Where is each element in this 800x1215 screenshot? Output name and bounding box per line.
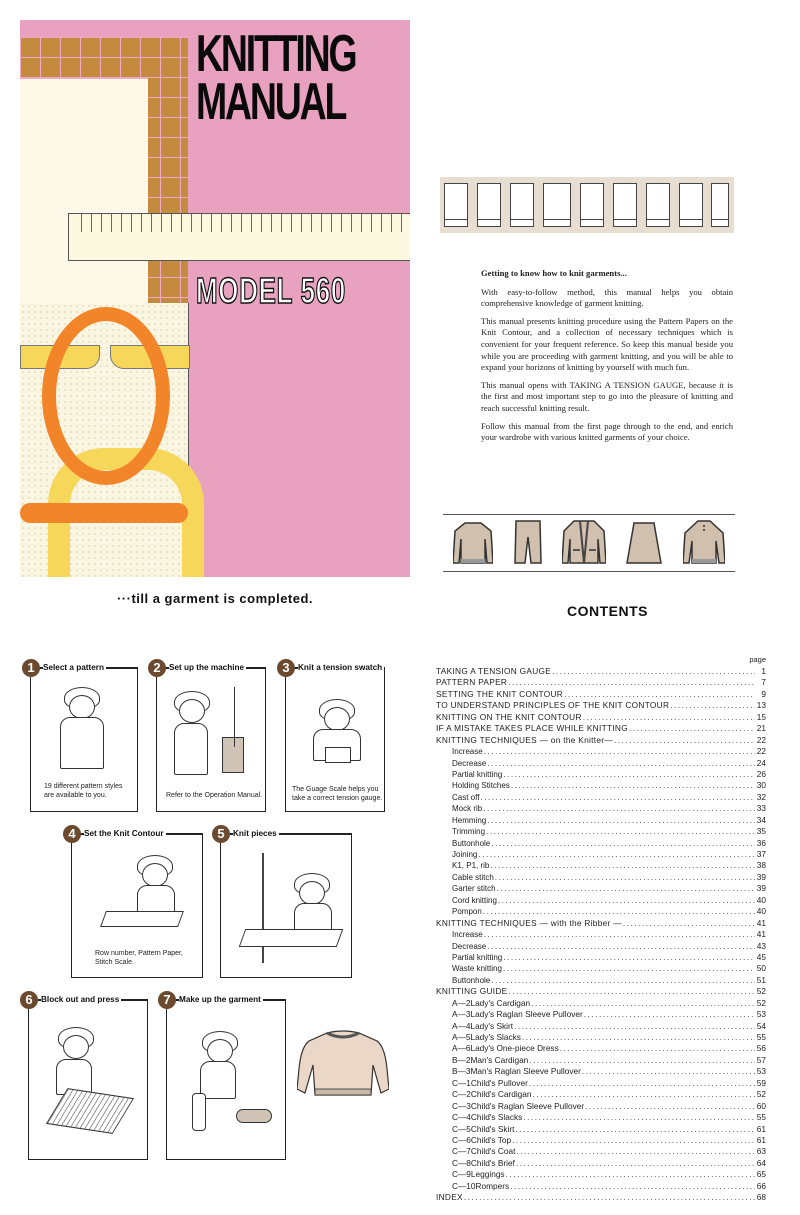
toc-entry-label: Cast off xyxy=(452,792,480,802)
toc-leader-dots xyxy=(529,1078,755,1088)
pattern-piece-icon xyxy=(679,183,703,227)
toc-entry-label: Increase xyxy=(452,747,483,757)
toc-entry xyxy=(436,895,766,906)
toc-entry xyxy=(436,792,766,803)
toc-entry xyxy=(436,963,766,974)
toc-leader-dots xyxy=(497,883,755,893)
toc-entry-label: Cord knitting xyxy=(452,895,497,905)
step-description: The Guage Scale helps you take a correct tension gauge. xyxy=(292,786,383,802)
orange-rope-loop xyxy=(42,307,170,485)
toc-entry-code: B—2 xyxy=(452,1054,471,1065)
toc-page-number: 7 xyxy=(761,677,766,688)
toc-leader-dots xyxy=(515,1124,755,1134)
pattern-pieces-strip xyxy=(440,177,734,233)
toc-entry xyxy=(436,918,766,929)
toc-entry-label: Child's Slacks xyxy=(470,1112,523,1123)
toc-entry-code: C—9 xyxy=(452,1169,471,1180)
toc-entry xyxy=(436,849,766,860)
toc-entry-label: Buttonhole xyxy=(452,838,491,848)
cover-title: KNITTING MANUAL xyxy=(196,25,356,131)
toc-leader-dots xyxy=(516,1158,755,1168)
step-description: Row number, Pattern Paper, Stitch Scale. xyxy=(95,950,183,966)
toc-page-number: 1 xyxy=(761,666,766,676)
pattern-piece-icon xyxy=(543,183,571,227)
toc-entry xyxy=(436,723,766,734)
toc-entry-label: Child's Pullover xyxy=(470,1077,528,1088)
toc-page-number: 68 xyxy=(756,1192,766,1203)
toc-entry-label: PATTERN PAPER xyxy=(436,677,508,688)
toc-entry-label: Man's Cardigan xyxy=(470,1054,529,1065)
toc-entry xyxy=(436,929,766,940)
toc-leader-dots xyxy=(480,792,755,802)
toc-entry xyxy=(436,1146,766,1157)
toc-leader-dots xyxy=(487,758,755,768)
toc-entry-label: INDEX xyxy=(436,1192,463,1203)
step-number-badge: 5 xyxy=(212,825,230,843)
toc-leader-dots xyxy=(491,975,755,985)
toc-entry-code: C—7 xyxy=(452,1146,471,1157)
toc-entry-label: Child's Top xyxy=(470,1134,512,1145)
woman-pressing-illustration xyxy=(40,1021,140,1131)
toc-page-number: 15 xyxy=(756,711,766,722)
toc-entry xyxy=(436,1169,766,1180)
toc-entry-code: C—5 xyxy=(452,1123,471,1134)
toc-page-number: 21 xyxy=(756,723,766,734)
toc-entry xyxy=(436,998,766,1009)
toc-leader-dots xyxy=(529,1055,755,1065)
toc-entry-label: KNITTING GUIDE xyxy=(436,986,508,997)
toc-leader-dots xyxy=(516,1146,755,1156)
garment-icons-strip xyxy=(443,514,735,572)
raglan-pullover-icon xyxy=(683,519,725,567)
finished-sweater-icon xyxy=(297,1029,389,1099)
cover-pattern-paper xyxy=(20,77,148,305)
toc-page-number: 39 xyxy=(756,883,766,894)
cover-knot-illustration xyxy=(20,303,189,577)
toc-entry-label: K1, P1, rib xyxy=(452,861,490,871)
step-number-badge: 7 xyxy=(158,991,176,1009)
toc-entry xyxy=(436,952,766,963)
toc-entry xyxy=(436,826,766,837)
pattern-piece-icon xyxy=(444,183,468,227)
toc-entry-label: TO UNDERSTAND PRINCIPLES OF THE KNIT CONTOUR xyxy=(436,700,670,711)
toc-entry xyxy=(436,1009,766,1020)
toc-leader-dots xyxy=(510,1181,755,1191)
toc-leader-dots xyxy=(495,872,755,882)
toc-leader-dots xyxy=(585,1101,755,1111)
toc-leader-dots xyxy=(487,815,755,825)
toc-leader-dots xyxy=(583,712,755,722)
toc-entry-label: KNITTING TECHNIQUES — on the Knitter— xyxy=(436,734,613,745)
toc-entry-label: Decrease xyxy=(452,941,487,951)
toc-leader-dots xyxy=(506,1169,755,1179)
intro-paragraph: Follow this manual from the first page through to the end, and enrich your wardrobe with various knitted garments of your choice. xyxy=(481,420,733,443)
toc-entry-label: Lady's Skirt xyxy=(470,1020,514,1031)
toc-leader-dots xyxy=(487,941,755,951)
toc-leader-dots xyxy=(629,723,755,733)
toc-entry xyxy=(436,712,766,723)
cover-model-number: MODEL 560 xyxy=(196,270,347,311)
toc-entry xyxy=(436,1089,766,1100)
toc-page-number: 61 xyxy=(756,1123,766,1134)
toc-page-number: 55 xyxy=(756,1032,766,1042)
toc-entry xyxy=(436,666,766,677)
woman-knitting-swatch-illustration xyxy=(307,699,367,769)
toc-entry xyxy=(436,860,766,871)
toc-entry-code: C—8 xyxy=(452,1157,471,1168)
toc-leader-dots xyxy=(564,689,755,699)
toc-entry-label: Pompon xyxy=(452,907,482,917)
toc-entry xyxy=(436,1032,766,1043)
step-title: Block out and press xyxy=(41,995,120,1004)
step-title: Knit a tension swatch xyxy=(298,663,383,672)
toc-entry-label: Leggings xyxy=(470,1169,505,1180)
pattern-piece-icon xyxy=(711,183,729,227)
toc-leader-dots xyxy=(584,1009,755,1019)
toc-page-number: 36 xyxy=(756,837,766,848)
toc-entry xyxy=(436,1055,766,1066)
toc-page-number: 55 xyxy=(756,1112,766,1123)
intro-paragraph: With easy-to-follow method, this manual helps you obtain comprehensive knowledge of garment knitting. xyxy=(481,286,733,309)
toc-entry-label: Partial knitting xyxy=(452,769,503,779)
toc-entry-code: C—2 xyxy=(452,1089,471,1100)
toc-entry-label: Child's Skirt xyxy=(470,1123,515,1134)
toc-leader-dots xyxy=(523,1112,755,1122)
toc-entry xyxy=(436,1135,766,1146)
pattern-piece-icon xyxy=(580,183,604,227)
toc-entry-label: Lady's Slacks xyxy=(470,1032,521,1042)
toc-leader-dots xyxy=(484,929,755,939)
toc-entry xyxy=(436,1078,766,1089)
intro-paragraph: This manual opens with TAKING A TENSION GAUGE, because it is the first and most important step to go into the pleasure of knitting and reach successful knitting result. xyxy=(481,379,733,413)
slacks-icon xyxy=(514,519,542,567)
toc-page-number: 52 xyxy=(756,997,766,1008)
toc-entry xyxy=(436,1101,766,1112)
toc-page-number: 39 xyxy=(756,871,766,882)
toc-page-number: 60 xyxy=(756,1100,766,1111)
step-description: 19 different pattern styles are available to you. xyxy=(44,783,123,799)
toc-entry xyxy=(436,1124,766,1135)
toc-page-number: 59 xyxy=(756,1077,766,1088)
toc-page-number: 45 xyxy=(756,951,766,962)
toc-page-number: 43 xyxy=(756,940,766,951)
toc-page-number: 51 xyxy=(756,974,766,985)
toc-entry-code: B—3 xyxy=(452,1066,471,1077)
toc-entry-label: Cable stitch xyxy=(452,872,494,882)
toc-leader-dots xyxy=(512,1135,755,1145)
toc-page-number: 34 xyxy=(756,814,766,825)
toc-entry-label: Garter stitch xyxy=(452,884,496,894)
cover-ruler xyxy=(68,213,410,261)
toc-page-number: 40 xyxy=(756,906,766,917)
toc-leader-dots xyxy=(503,963,755,973)
toc-leader-dots xyxy=(498,895,755,905)
toc-entry xyxy=(436,975,766,986)
toc-entry-code: C—1 xyxy=(452,1077,471,1088)
step-number-badge: 2 xyxy=(148,659,166,677)
toc-page-header: page xyxy=(749,655,766,664)
toc-entry-label: Lady's Cardigan xyxy=(470,997,531,1008)
woman-setting-up-machine-illustration xyxy=(172,687,252,772)
toc-page-number: 30 xyxy=(756,780,766,791)
woman-knitting-pieces-illustration xyxy=(234,853,344,963)
toc-page-number: 54 xyxy=(756,1020,766,1031)
toc-entry xyxy=(436,780,766,791)
toc-entry xyxy=(436,746,766,757)
toc-page-number: 35 xyxy=(756,826,766,837)
orange-rope-horizontal xyxy=(20,503,188,523)
toc-entry xyxy=(436,1066,766,1077)
toc-page-number: 66 xyxy=(756,1180,766,1191)
step-number-badge: 4 xyxy=(63,825,81,843)
toc-leader-dots xyxy=(614,735,755,745)
toc-page-number: 61 xyxy=(756,1134,766,1145)
toc-list xyxy=(436,666,766,1204)
toc-entry-code: C—6 xyxy=(452,1134,471,1145)
step-title: Set up the machine xyxy=(169,663,245,672)
toc-entry-code: A—3 xyxy=(452,1009,471,1020)
toc-page-number: 64 xyxy=(756,1157,766,1168)
pattern-piece-icon xyxy=(510,183,534,227)
toc-leader-dots xyxy=(478,849,755,859)
toc-page-number: 57 xyxy=(756,1054,766,1065)
toc-entry-label: Buttonhole xyxy=(452,975,491,985)
toc-page-number: 32 xyxy=(756,791,766,802)
toc-entry xyxy=(436,1021,766,1032)
step-title: Select a pattern xyxy=(43,663,104,672)
toc-entry xyxy=(436,1192,766,1203)
toc-entry-label: Rompers xyxy=(475,1180,510,1191)
toc-entry-code: A—4 xyxy=(452,1020,471,1031)
woman-making-up-garment-illustration xyxy=(182,1031,282,1131)
toc-page-number: 65 xyxy=(756,1169,766,1180)
toc-page-number: 53 xyxy=(756,1066,766,1077)
toc-entry-label: SETTING THE KNIT CONTOUR xyxy=(436,688,564,699)
toc-entry-code: C—4 xyxy=(452,1112,471,1123)
toc-leader-dots xyxy=(670,700,755,710)
toc-entry xyxy=(436,838,766,849)
step-number-badge: 1 xyxy=(22,659,40,677)
toc-entry-label: TAKING A TENSION GAUGE xyxy=(436,666,552,676)
toc-entry-label: Increase xyxy=(452,930,483,940)
intro-text xyxy=(481,268,733,450)
toc-entry-label: Child's Cardigan xyxy=(470,1089,532,1100)
toc-entry xyxy=(436,815,766,826)
cardigan-icon xyxy=(562,519,606,567)
toc-entry xyxy=(436,941,766,952)
intro-heading: Getting to know how to knit garments... xyxy=(481,268,627,278)
toc-entry xyxy=(436,1158,766,1169)
toc-entry-label: Hemming xyxy=(452,815,487,825)
step-title: Set the Knit Contour xyxy=(84,829,164,838)
toc-entry-label: KNITTING TECHNIQUES — with the Ribber — xyxy=(436,917,622,928)
step-number-badge: 6 xyxy=(20,991,38,1009)
toc-leader-dots xyxy=(491,838,755,848)
toc-page-number: 63 xyxy=(756,1146,766,1157)
toc-page-number: 24 xyxy=(756,757,766,768)
toc-entry xyxy=(436,986,766,997)
toc-page-number: 40 xyxy=(756,894,766,905)
toc-page-number: 41 xyxy=(756,929,766,940)
toc-entry-label: Child's Coat xyxy=(470,1146,516,1157)
toc-entry-code: A—6 xyxy=(452,1043,471,1054)
toc-entry xyxy=(436,883,766,894)
toc-page-number: 53 xyxy=(756,1009,766,1020)
toc-page-number: 22 xyxy=(756,734,766,745)
toc-leader-dots xyxy=(552,666,755,676)
toc-page-number: 13 xyxy=(756,700,766,711)
toc-leader-dots xyxy=(560,1043,755,1053)
woman-setting-knit-contour-illustration xyxy=(103,855,183,935)
toc-entry xyxy=(436,1043,766,1054)
toc-page-number: 38 xyxy=(756,860,766,871)
toc-page-number: 9 xyxy=(761,688,766,699)
toc-leader-dots xyxy=(582,1066,755,1076)
cover-caption: ···till a garment is completed. xyxy=(116,591,314,606)
toc-leader-dots xyxy=(490,860,755,870)
toc-page-number: 26 xyxy=(756,768,766,779)
toc-entry-label: Lady's Raglan Sleeve Pullover xyxy=(470,1009,583,1020)
toc-page-number: 52 xyxy=(756,1089,766,1100)
toc-leader-dots xyxy=(511,780,755,790)
toc-page-number: 33 xyxy=(756,803,766,814)
intro-paragraph: This manual presents knitting procedure using the Pattern Papers on the Knit Contour, and a collection of necessary techniques which is convenient for your frequent reference. So keep this manual beside you while you are proceeding with garment knitting, and you will be able to expand your horizons of knitting by yourself with much fun. xyxy=(481,315,733,373)
toc-leader-dots xyxy=(486,826,755,836)
toc-page-number: 56 xyxy=(756,1043,766,1054)
toc-entry-label: Lady's One-piece Dress xyxy=(470,1043,559,1054)
step-title: Knit pieces xyxy=(233,829,277,838)
toc-entry xyxy=(436,735,766,746)
toc-leader-dots xyxy=(483,906,755,916)
toc-leader-dots xyxy=(483,803,755,813)
toc-leader-dots xyxy=(508,677,755,687)
toc-entry-code: C—3 xyxy=(452,1100,471,1111)
step-number-badge: 3 xyxy=(277,659,295,677)
toc-leader-dots xyxy=(531,998,755,1008)
contents-title: CONTENTS xyxy=(567,603,648,619)
toc-leader-dots xyxy=(623,918,755,928)
toc-entry xyxy=(436,1181,766,1192)
toc-entry-code: A—5 xyxy=(452,1032,471,1042)
toc-entry-label: Child's Raglan Sleeve Pullover xyxy=(470,1100,585,1111)
toc-entry xyxy=(436,677,766,688)
toc-page-number: 37 xyxy=(756,849,766,859)
toc-leader-dots xyxy=(503,952,755,962)
toc-entry-label: Partial knitting xyxy=(452,952,503,962)
table-of-contents xyxy=(436,655,766,1204)
toc-entry-code: C—10 xyxy=(452,1180,476,1191)
toc-leader-dots xyxy=(484,746,755,756)
pattern-piece-icon xyxy=(477,183,501,227)
toc-entry-label: Man's Raglan Sleeve Pullover xyxy=(470,1066,581,1077)
toc-entry-label: Holding Stitches xyxy=(452,781,510,791)
toc-entry xyxy=(436,700,766,711)
toc-leader-dots xyxy=(503,769,755,779)
toc-leader-dots xyxy=(514,1021,755,1031)
toc-leader-dots xyxy=(522,1032,755,1042)
toc-page-number: 52 xyxy=(756,986,766,997)
toc-entry xyxy=(436,803,766,814)
toc-page-number: 22 xyxy=(756,746,766,757)
step-title: Make up the garment xyxy=(179,995,261,1004)
toc-leader-dots xyxy=(509,986,756,996)
toc-entry-label: Waste knitting xyxy=(452,964,502,974)
cover-image xyxy=(20,20,410,577)
toc-page-number: 50 xyxy=(756,963,766,974)
toc-leader-dots xyxy=(533,1089,755,1099)
woman-with-pattern-illustration xyxy=(52,687,112,767)
toc-entry xyxy=(436,906,766,917)
toc-entry xyxy=(436,1112,766,1123)
toc-entry xyxy=(436,689,766,700)
skirt-icon xyxy=(626,519,662,567)
step-description: Refer to the Operation Manual. xyxy=(166,792,263,799)
toc-entry-label: Child's Brief xyxy=(470,1157,515,1168)
toc-entry-label: Mock rib xyxy=(452,804,483,814)
toc-entry-code: A—2 xyxy=(452,997,471,1008)
toc-entry xyxy=(436,758,766,769)
pullover-icon xyxy=(453,519,493,567)
toc-entry xyxy=(436,872,766,883)
toc-entry-label: KNITTING ON THE KNIT CONTOUR xyxy=(436,711,582,722)
pattern-piece-icon xyxy=(646,183,670,227)
toc-entry xyxy=(436,769,766,780)
pattern-piece-icon xyxy=(613,183,637,227)
toc-entry-label: IF A MISTAKE TAKES PLACE WHILE KNITTING xyxy=(436,723,628,734)
toc-entry-label: Trimming xyxy=(452,827,486,837)
toc-leader-dots xyxy=(464,1192,755,1202)
toc-entry-label: Joining xyxy=(452,850,478,859)
toc-page-number: 41 xyxy=(756,917,766,928)
toc-entry-label: Decrease xyxy=(452,758,487,768)
